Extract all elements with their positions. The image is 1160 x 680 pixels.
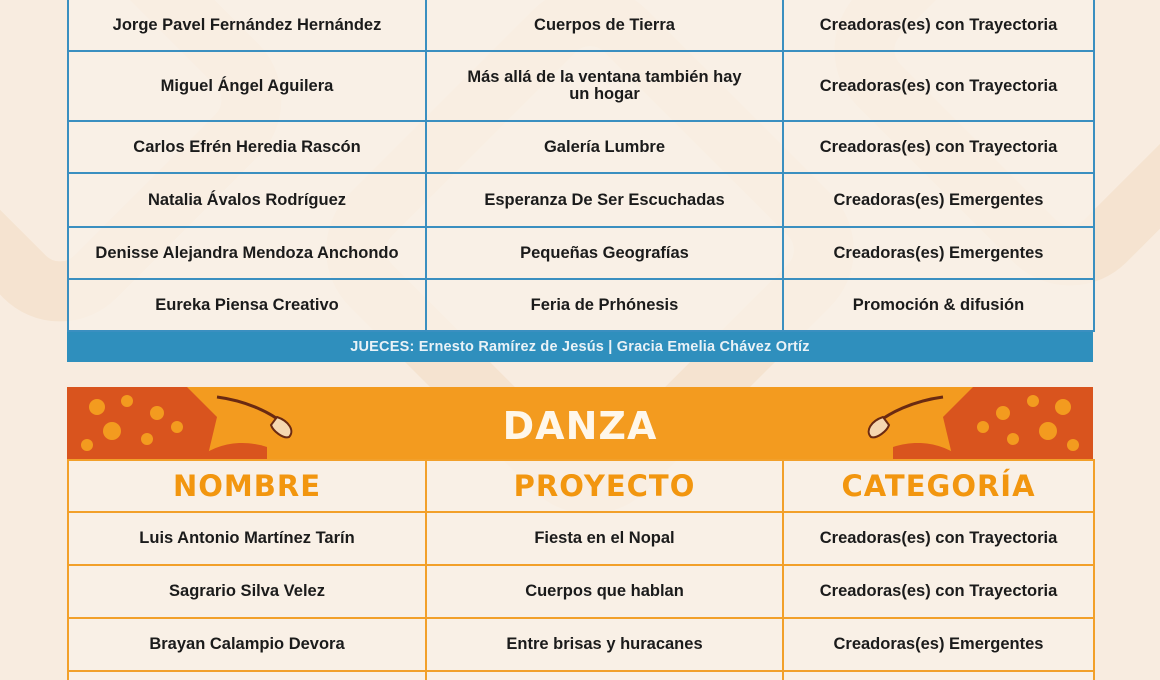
top-results-section [67, 0, 1093, 362]
column-header-nombre: NOMBRE [68, 460, 426, 512]
proyecto-cell: Más allá de la ventana también hay un hogar [426, 51, 783, 121]
danza-section [67, 387, 1093, 680]
table-row [68, 227, 1094, 279]
table-row [68, 51, 1094, 121]
top-results-table [67, 0, 1095, 332]
proyecto-cell: Cuerpos de Tierra [426, 0, 783, 51]
table-row [68, 565, 1094, 618]
proyecto-cell: Entre brisas y huracanes [426, 618, 783, 671]
dancer-illustration-left [67, 387, 307, 459]
table-row [68, 0, 1094, 51]
dancer-illustration-right [853, 387, 1093, 459]
proyecto-cell [426, 671, 783, 680]
categoria-cell: Creadoras(es) con Trayectoria [783, 565, 1094, 618]
table-row [68, 279, 1094, 331]
categoria-cell: Creadoras(es) con Trayectoria [783, 121, 1094, 173]
table-row [68, 512, 1094, 565]
nombre-cell: Eureka Piensa Creativo [68, 279, 426, 331]
nombre-cell [68, 671, 426, 680]
categoria-cell: Creadoras(es) Emergentes [783, 173, 1094, 227]
nombre-cell: Miguel Ángel Aguilera [68, 51, 426, 121]
judges-bar: JUECES: Ernesto Ramírez de Jesús | Gracia Emelia Chávez Ortíz [67, 332, 1093, 362]
proyecto-cell: Galería Lumbre [426, 121, 783, 173]
categoria-cell: Creadoras(es) Emergentes [783, 618, 1094, 671]
table-row [68, 173, 1094, 227]
nombre-cell: Sagrario Silva Velez [68, 565, 426, 618]
categoria-cell: Creadoras(es) con Trayectoria [783, 0, 1094, 51]
table-row [68, 618, 1094, 671]
proyecto-cell: Cuerpos que hablan [426, 565, 783, 618]
nombre-cell: Natalia Ávalos Rodríguez [68, 173, 426, 227]
proyecto-cell: Pequeñas Geografías [426, 227, 783, 279]
nombre-cell: Brayan Calampio Devora [68, 618, 426, 671]
categoria-cell [783, 671, 1094, 680]
categoria-cell: Promoción & difusión [783, 279, 1094, 331]
categoria-cell: Creadoras(es) con Trayectoria [783, 51, 1094, 121]
proyecto-cell: Fiesta en el Nopal [426, 512, 783, 565]
nombre-cell: Carlos Efrén Heredia Rascón [68, 121, 426, 173]
nombre-cell: Luis Antonio Martínez Tarín [68, 512, 426, 565]
column-header-proyecto: PROYECTO [426, 460, 783, 512]
column-header-categoria: CATEGORÍA [783, 460, 1094, 512]
nombre-cell: Denisse Alejandra Mendoza Anchondo [68, 227, 426, 279]
danza-title: DANZA [502, 404, 658, 448]
proyecto-cell: Esperanza De Ser Escuchadas [426, 173, 783, 227]
table-row [68, 121, 1094, 173]
categoria-cell: Creadoras(es) con Trayectoria [783, 512, 1094, 565]
nombre-cell: Jorge Pavel Fernández Hernández [68, 0, 426, 51]
danza-table [67, 459, 1095, 680]
table-header-row [68, 460, 1094, 512]
danza-header [67, 387, 1093, 459]
categoria-cell: Creadoras(es) Emergentes [783, 227, 1094, 279]
table-row [68, 671, 1094, 680]
proyecto-cell: Feria de Prhónesis [426, 279, 783, 331]
